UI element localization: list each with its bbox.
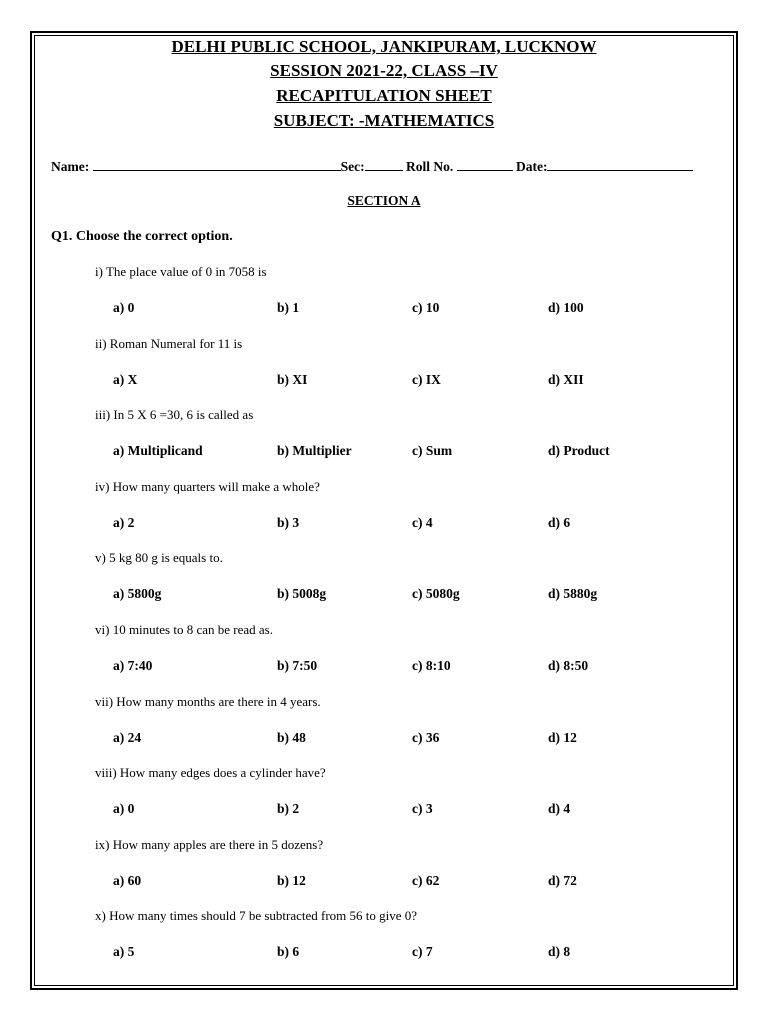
option-a: a) 60 — [113, 872, 142, 888]
option-a: a) Multiplicand — [113, 443, 203, 459]
option-c: c) 5080g — [412, 586, 460, 602]
sec-label: Sec: — [340, 159, 365, 174]
question-text: i) The place value of 0 in 7058 is — [95, 264, 267, 279]
date-blank[interactable] — [547, 157, 693, 171]
option-a: a) 0 — [113, 801, 135, 817]
question-text: iii) In 5 X 6 =30, 6 is called as — [95, 407, 254, 423]
question-text: x) How many times should 7 be subtracted from 56 to give 0? — [95, 908, 418, 924]
sec-blank[interactable] — [365, 157, 403, 171]
option-b: b) 3 — [277, 514, 300, 530]
option-a: a) 5800g — [113, 586, 162, 602]
option-b: b) 5008g — [277, 586, 327, 602]
option-a: a) 24 — [113, 729, 142, 745]
section-title: SECTION A — [347, 193, 421, 208]
question-text: vi) 10 minutes to 8 can be read as. — [95, 622, 273, 637]
option-d: d) 8:50 — [548, 658, 589, 673]
question-heading: Q1. Choose the correct option. — [51, 229, 233, 244]
option-d: d) XII — [548, 371, 584, 387]
option-b: b) 1 — [277, 300, 300, 315]
question-text: viii) How many edges does a cylinder have? — [95, 765, 326, 781]
option-b: b) 7:50 — [277, 658, 318, 673]
name-blank[interactable] — [93, 157, 341, 171]
question-text: v) 5 kg 80 g is equals to. — [95, 550, 223, 566]
option-c: c) 3 — [412, 801, 433, 817]
option-b: b) 2 — [277, 801, 300, 817]
question-text: ix) How many apples are there in 5 dozens? — [95, 836, 324, 852]
school-name: DELHI PUBLIC SCHOOL, JANKIPURAM, LUCKNOW — [171, 37, 597, 56]
option-a: a) 7:40 — [113, 658, 153, 673]
option-c: c) 10 — [412, 300, 440, 315]
option-d: d) 6 — [548, 514, 571, 530]
option-b: b) 12 — [277, 872, 306, 888]
option-b: b) Multiplier — [277, 443, 352, 459]
option-d: d) 100 — [548, 300, 584, 315]
option-a: a) 2 — [113, 514, 135, 530]
subject-label: SUBJECT — [273, 111, 349, 130]
subject-line — [34, 111, 734, 131]
option-d: d) 12 — [548, 729, 577, 745]
option-b: b) 6 — [277, 944, 300, 960]
session-line: SESSION 2021-22, CLASS –IV — [270, 61, 498, 80]
name-label: Name: — [51, 159, 90, 174]
roll-label: Roll No. — [405, 159, 454, 174]
option-c: c) IX — [412, 371, 441, 387]
option-b: b) XI — [277, 371, 308, 387]
option-a: a) 5 — [113, 944, 135, 960]
subject-value: : -MATHEMATICS — [348, 111, 495, 130]
option-d: d) 72 — [548, 872, 577, 888]
option-c: c) 36 — [412, 729, 440, 745]
option-c: c) 8:10 — [412, 658, 451, 673]
option-d: d) Product — [548, 443, 610, 459]
option-b: b) 48 — [277, 729, 306, 745]
option-c: c) 7 — [412, 944, 433, 960]
option-d: d) 5880g — [548, 586, 598, 602]
sheet-title: RECAPITULATION SHEET — [276, 86, 492, 105]
student-info-row — [51, 157, 693, 176]
option-c: c) Sum — [412, 443, 453, 459]
option-d: d) 4 — [548, 801, 571, 817]
date-label: Date: — [515, 159, 548, 174]
question-text: vii) How many months are there in 4 years. — [95, 693, 321, 709]
option-c: c) 62 — [412, 872, 440, 888]
option-a: a) 0 — [113, 300, 135, 315]
roll-blank[interactable] — [457, 157, 513, 171]
question-text: ii) Roman Numeral for 11 is — [95, 335, 243, 351]
question-text: iv) How many quarters will make a whole? — [95, 478, 320, 494]
option-d: d) 8 — [548, 944, 571, 960]
option-a: a) X — [113, 371, 138, 387]
option-c: c) 4 — [412, 514, 433, 530]
